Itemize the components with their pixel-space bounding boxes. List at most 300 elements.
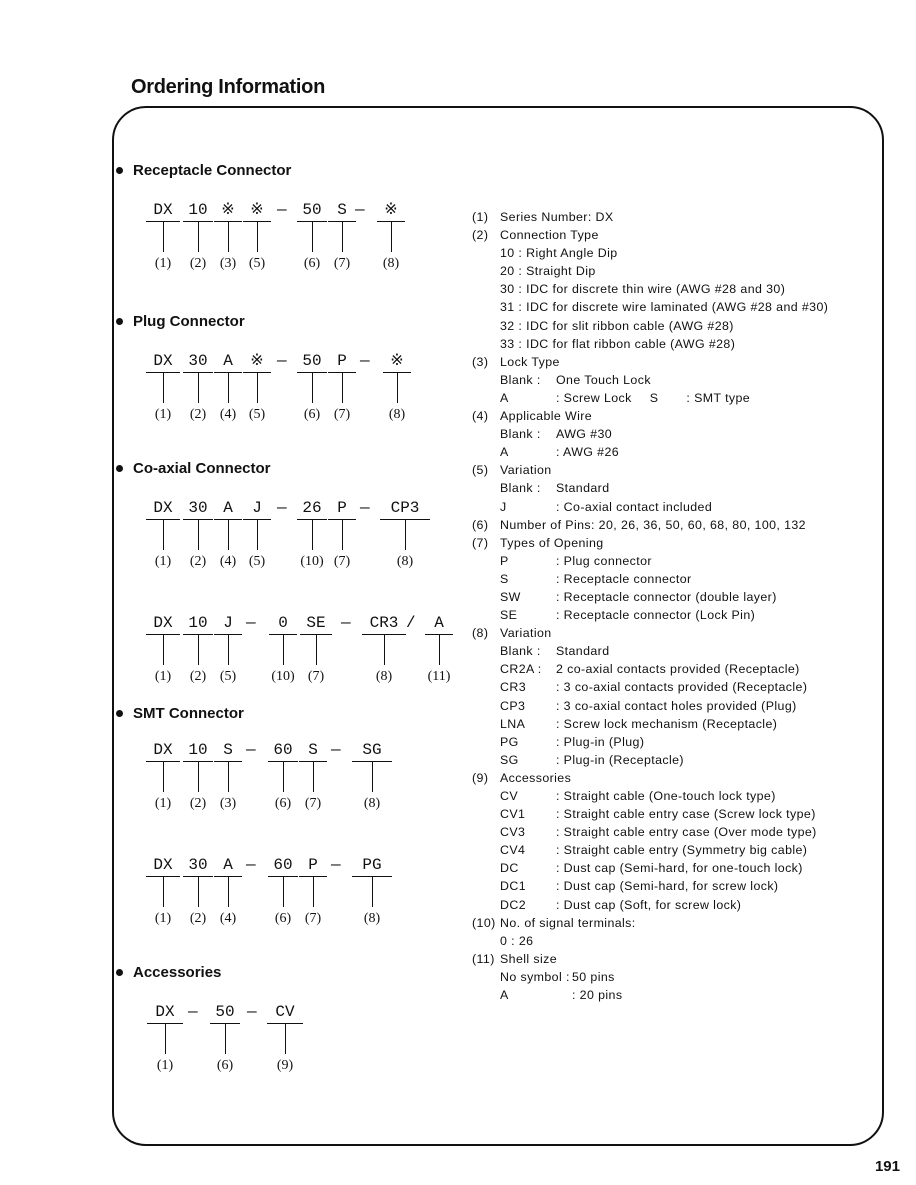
code-token: 60 — [273, 856, 293, 874]
code-token: DX — [153, 352, 173, 370]
legend-row — [472, 317, 828, 335]
code-leader-line — [225, 1024, 226, 1054]
code-field-number: (6) — [303, 407, 321, 422]
legend-row — [472, 534, 828, 552]
code-leader-line — [312, 520, 313, 550]
legend-row — [472, 932, 828, 950]
code-field-number: (9) — [276, 1058, 294, 1073]
code-separator: — — [360, 499, 370, 517]
code-field-number: (4) — [219, 911, 237, 926]
code-leader-line — [313, 877, 314, 907]
legend-description: 50 pins — [572, 969, 615, 984]
legend-row — [472, 769, 828, 787]
code-token: 30 — [188, 352, 208, 370]
code-field-number: (5) — [248, 407, 266, 422]
code-field-number: (7) — [304, 796, 322, 811]
code-leader-line — [228, 762, 229, 792]
code-field-number: (7) — [307, 669, 325, 684]
legend-row — [472, 678, 828, 696]
legend-code: CV3 — [500, 825, 526, 840]
legend-row — [472, 389, 828, 407]
code-leader-line — [163, 877, 164, 907]
code-separator: — — [331, 856, 341, 874]
code-leader-line — [342, 222, 343, 252]
code-field-number: (8) — [382, 256, 400, 271]
code-leader-line — [198, 520, 199, 550]
legend-row — [472, 697, 828, 715]
code-leader-line — [283, 877, 284, 907]
code-token: S — [308, 741, 318, 759]
legend-sub-item: 32 : IDC for slit ribbon cable (AWG #28) — [500, 318, 734, 333]
code-field-number: (2) — [189, 554, 207, 569]
legend-description: : Screw Lock — [556, 390, 632, 405]
code-leader-line — [372, 762, 373, 792]
code-leader-line — [372, 877, 373, 907]
legend-description: : Straight cable entry case (Screw lock type) — [556, 807, 816, 822]
legend-description: : Dust cap (Soft, for screw lock) — [556, 897, 742, 912]
code-token: 10 — [188, 741, 208, 759]
legend-item-number: (11) — [472, 951, 495, 966]
legend-item-title: Connection Type — [500, 228, 599, 243]
code-segment — [299, 855, 327, 935]
legend-item-title: Variation — [500, 463, 552, 478]
legend-code: CV1 — [500, 807, 526, 822]
code-field-number: (2) — [189, 911, 207, 926]
code-separator: — — [246, 614, 256, 632]
legend-item-number: (4) — [472, 409, 489, 424]
section-label: Plug Connector — [133, 313, 245, 330]
legend-row — [472, 588, 828, 606]
code-segment — [328, 498, 356, 578]
legend-item-number: (5) — [472, 463, 489, 478]
legend-item-number: (10) — [472, 915, 496, 930]
code-field-number: (6) — [303, 256, 321, 271]
legend-code: DC1 — [500, 879, 526, 894]
legend-row — [472, 552, 828, 570]
code-segment — [297, 498, 327, 578]
legend-code: LNA — [500, 716, 526, 731]
legend-description: Standard — [556, 481, 610, 496]
legend-code: J — [500, 499, 507, 514]
code-leader-line — [163, 222, 164, 252]
code-field-number: (7) — [333, 407, 351, 422]
code-field-number: (1) — [154, 554, 172, 569]
legend-code: CV4 — [500, 843, 526, 858]
code-token: DX — [153, 856, 173, 874]
code-segment — [383, 351, 411, 431]
legend-item-title: Shell size — [500, 951, 558, 966]
legend-code: A — [500, 988, 509, 1003]
code-leader-line — [198, 762, 199, 792]
code-segment — [243, 351, 271, 431]
legend-row — [472, 805, 828, 823]
code-leader-line — [198, 222, 199, 252]
legend-description: : Plug-in (Plug) — [556, 734, 645, 749]
code-leader-line — [257, 373, 258, 403]
code-leader-line — [283, 635, 284, 665]
legend-code: P — [500, 553, 509, 568]
code-field-number: (7) — [333, 554, 351, 569]
code-segment — [328, 351, 356, 431]
code-segment — [362, 613, 406, 693]
legend-row — [472, 606, 828, 624]
code-segment — [183, 740, 213, 820]
code-leader-line — [312, 222, 313, 252]
code-field-number: (3) — [219, 796, 237, 811]
legend-row — [472, 570, 828, 588]
legend-code: CP3 — [500, 698, 526, 713]
legend-sub-item: 33 : IDC for flat ribbon cable (AWG #28) — [500, 336, 736, 351]
code-token: SE — [306, 614, 326, 632]
legend-item-title: Types of Opening — [500, 535, 604, 550]
code-token: CP3 — [390, 499, 420, 517]
legend-row — [472, 896, 828, 914]
code-separator: — — [355, 201, 365, 219]
code-leader-line — [316, 635, 317, 665]
legend-row — [472, 498, 828, 516]
code-token: 26 — [302, 499, 322, 517]
code-field-number: (7) — [304, 911, 322, 926]
code-token: S — [337, 201, 347, 219]
code-field-number: (8) — [375, 669, 393, 684]
legend-item-title: No. of signal terminals: — [500, 915, 636, 930]
code-field-number: (2) — [189, 256, 207, 271]
code-segment — [214, 498, 242, 578]
legend-row — [472, 280, 828, 298]
code-field-number: (6) — [274, 796, 292, 811]
code-leader-line — [228, 373, 229, 403]
code-token: DX — [153, 614, 173, 632]
legend-code: DC2 — [500, 897, 526, 912]
code-field-number: (1) — [154, 407, 172, 422]
legend-description: AWG #30 — [556, 427, 613, 442]
code-segment — [146, 740, 180, 820]
code-token: 10 — [188, 614, 208, 632]
legend-row — [472, 479, 828, 497]
code-field-number: (11) — [427, 669, 451, 684]
code-separator: — — [360, 352, 370, 370]
legend-row — [472, 968, 828, 986]
code-segment — [146, 200, 180, 280]
section-smt-connector — [116, 705, 244, 722]
code-separator: — — [331, 741, 341, 759]
legend-code: Blank : — [500, 372, 541, 387]
legend-row — [472, 733, 828, 751]
code-leader-line — [391, 222, 392, 252]
code-separator: — — [277, 499, 287, 517]
code-leader-line — [228, 520, 229, 550]
code-segment — [146, 613, 180, 693]
code-segment — [146, 855, 180, 935]
legend-code: SW — [500, 589, 521, 604]
legend-description: : Dust cap (Semi-hard, for one-touch lock) — [556, 861, 803, 876]
section-label: Co-axial Connector — [133, 460, 271, 477]
ordering-code-legend — [472, 208, 828, 1004]
bullet-icon — [116, 969, 123, 976]
legend-description: : Co-axial contact included — [556, 499, 713, 514]
code-field-number: (4) — [219, 407, 237, 422]
code-segment — [214, 613, 242, 693]
code-field-number: (6) — [216, 1058, 234, 1073]
legend-row — [472, 226, 828, 244]
legend-description: : Straight cable entry (Symmetry big cable) — [556, 843, 808, 858]
code-token: DX — [153, 201, 173, 219]
code-segment — [214, 351, 242, 431]
code-token: J — [223, 614, 233, 632]
section-plug-connector — [116, 313, 245, 330]
bullet-icon — [116, 465, 123, 472]
code-token: 0 — [278, 614, 288, 632]
code-token: P — [337, 352, 347, 370]
code-token: ※ — [384, 201, 398, 219]
code-leader-line — [342, 373, 343, 403]
legend-description: One Touch Lock — [556, 372, 651, 387]
code-token: A — [434, 614, 444, 632]
section-label: Accessories — [133, 964, 222, 981]
code-segment — [183, 351, 213, 431]
code-segment — [425, 613, 453, 693]
legend-row — [472, 425, 828, 443]
legend-row — [472, 751, 828, 769]
code-leader-line — [405, 520, 406, 550]
legend-row — [472, 877, 828, 895]
code-token: 50 — [302, 352, 322, 370]
legend-row — [472, 244, 828, 262]
code-token: 30 — [188, 499, 208, 517]
legend-description: : Plug-in (Receptacle) — [556, 752, 684, 767]
code-leader-line — [165, 1024, 166, 1054]
legend-description: : Receptacle connector — [556, 571, 692, 586]
code-field-number: (8) — [396, 554, 414, 569]
code-segment — [146, 498, 180, 578]
legend-code: No symbol : — [500, 969, 570, 984]
code-token: J — [252, 499, 262, 517]
legend-description: 2 co-axial contacts provided (Receptacle) — [556, 662, 800, 677]
legend-description: : Straight cable entry case (Over mode type) — [556, 825, 817, 840]
legend-description: : SMT type — [686, 390, 751, 405]
legend-code: Blank : — [500, 644, 541, 659]
legend-code: A — [500, 445, 509, 460]
legend-item-title: Number of Pins: 20, 26, 36, 50, 60, 68, 80, 100, 132 — [500, 517, 806, 532]
code-separator: — — [341, 614, 351, 632]
code-leader-line — [285, 1024, 286, 1054]
code-segment — [328, 200, 356, 280]
code-token: CR3 — [369, 614, 399, 632]
code-segment — [352, 740, 392, 820]
code-field-number: (8) — [363, 911, 381, 926]
legend-item-title: Lock Type — [500, 354, 560, 369]
legend-item-title: Accessories — [500, 770, 572, 785]
code-segment — [297, 200, 327, 280]
section-label: SMT Connector — [133, 705, 244, 722]
code-segment — [268, 855, 298, 935]
code-segment — [183, 200, 213, 280]
code-field-number: (10) — [300, 554, 324, 569]
legend-row — [472, 715, 828, 733]
legend-description: : 20 pins — [572, 988, 623, 1003]
legend-sub-item: 31 : IDC for discrete wire laminated (AWG #28 and #30) — [500, 300, 829, 315]
code-leader-line — [228, 222, 229, 252]
code-field-number: (10) — [271, 669, 295, 684]
code-token: 60 — [273, 741, 293, 759]
code-segment — [300, 613, 332, 693]
bullet-icon — [116, 710, 123, 717]
code-segment — [268, 740, 298, 820]
legend-item-number: (2) — [472, 228, 489, 243]
legend-item-number: (3) — [472, 354, 489, 369]
code-token: DX — [155, 1003, 175, 1021]
code-leader-line — [163, 762, 164, 792]
legend-item-number: (8) — [472, 626, 489, 641]
legend-row — [472, 787, 828, 805]
code-field-number: (1) — [154, 911, 172, 926]
code-token: PG — [362, 856, 382, 874]
code-token: A — [223, 352, 233, 370]
code-token: ※ — [250, 201, 264, 219]
code-leader-line — [313, 762, 314, 792]
legend-row — [472, 516, 828, 534]
code-segment — [299, 740, 327, 820]
code-field-number: (3) — [219, 256, 237, 271]
legend-row — [472, 624, 828, 642]
code-token: P — [337, 499, 347, 517]
section-label: Receptacle Connector — [133, 162, 292, 179]
legend-row — [472, 823, 828, 841]
code-segment — [243, 498, 271, 578]
code-leader-line — [257, 520, 258, 550]
code-leader-line — [384, 635, 385, 665]
page-title: Ordering Information — [131, 76, 326, 98]
code-token: 10 — [188, 201, 208, 219]
code-token: P — [308, 856, 318, 874]
code-leader-line — [342, 520, 343, 550]
code-separator: — — [277, 352, 287, 370]
legend-code: CV — [500, 789, 519, 803]
bullet-icon — [116, 318, 123, 325]
code-segment — [377, 200, 405, 280]
legend-item-title: Variation — [500, 626, 552, 641]
code-separator: — — [246, 741, 256, 759]
code-token: S — [223, 741, 233, 759]
legend-code: SE — [500, 608, 518, 623]
code-separator: — — [246, 856, 256, 874]
code-leader-line — [163, 520, 164, 550]
legend-description: : 3 co-axial contact holes provided (Plug) — [556, 698, 797, 713]
code-separator: — — [188, 1003, 198, 1021]
code-leader-line — [198, 635, 199, 665]
code-field-number: (5) — [219, 669, 237, 684]
legend-row — [472, 262, 828, 280]
legend-description: Standard — [556, 644, 610, 659]
legend-code: Blank : — [500, 427, 541, 442]
code-token: A — [223, 856, 233, 874]
legend-item-number: (9) — [472, 770, 489, 785]
code-field-number: (1) — [156, 1058, 174, 1073]
code-leader-line — [257, 222, 258, 252]
legend-description: : Screw lock mechanism (Receptacle) — [556, 716, 778, 731]
legend-description: : Receptacle connector (double layer) — [556, 589, 777, 604]
code-field-number: (1) — [154, 256, 172, 271]
code-field-number: (1) — [154, 669, 172, 684]
code-field-number: (2) — [189, 669, 207, 684]
code-segment — [297, 351, 327, 431]
code-leader-line — [228, 635, 229, 665]
code-field-number: (4) — [219, 554, 237, 569]
code-token: ※ — [250, 352, 264, 370]
code-separator: — — [277, 201, 287, 219]
code-token: SG — [362, 741, 382, 759]
legend-item-number: (6) — [472, 517, 489, 532]
legend-item-title: Series Number: DX — [500, 210, 614, 224]
legend-description: : Dust cap (Semi-hard, for screw lock) — [556, 879, 779, 894]
code-segment — [146, 351, 180, 431]
legend-row — [472, 443, 828, 461]
code-token: ※ — [390, 352, 404, 370]
legend-row — [472, 208, 828, 226]
legend-code: S — [649, 390, 659, 405]
code-segment — [214, 200, 242, 280]
legend-row — [472, 335, 828, 353]
code-leader-line — [163, 635, 164, 665]
legend-item-number: (7) — [472, 535, 489, 550]
code-token: 50 — [215, 1003, 235, 1021]
code-leader-line — [397, 373, 398, 403]
code-segment — [269, 613, 297, 693]
code-token: ※ — [221, 201, 235, 219]
legend-row — [472, 642, 828, 660]
code-leader-line — [312, 373, 313, 403]
legend-description: : 3 co-axial contacts provided (Receptacle) — [556, 680, 808, 695]
legend-row — [472, 353, 828, 371]
section-accessories — [116, 964, 221, 981]
page-number: 191 — [874, 1158, 900, 1175]
code-field-number: (5) — [248, 256, 266, 271]
code-leader-line — [163, 373, 164, 403]
code-segment — [243, 200, 271, 280]
code-field-number: (8) — [388, 407, 406, 422]
code-leader-line — [198, 877, 199, 907]
legend-sub-item: 10 : Right Angle Dip — [500, 246, 618, 261]
legend-code: Blank : — [500, 481, 541, 496]
code-leader-line — [439, 635, 440, 665]
code-field-number: (1) — [154, 796, 172, 811]
code-segment — [147, 1002, 183, 1082]
legend-description: : Plug connector — [556, 553, 652, 568]
code-segment — [380, 498, 430, 578]
code-token: DX — [153, 741, 173, 759]
legend-row — [472, 461, 828, 479]
legend-row — [472, 371, 828, 389]
legend-row — [472, 407, 828, 425]
legend-row — [472, 914, 828, 932]
legend-code: SG — [500, 752, 519, 767]
code-field-number: (7) — [333, 256, 351, 271]
legend-sub-item: 20 : Straight Dip — [500, 264, 596, 279]
legend-row — [472, 986, 828, 1004]
legend-row — [472, 950, 828, 968]
code-leader-line — [198, 373, 199, 403]
bullet-icon — [116, 167, 123, 174]
code-token: 30 — [188, 856, 208, 874]
legend-code: CR3 — [500, 680, 526, 695]
legend-code: PG — [500, 734, 519, 749]
legend-code: DC — [500, 861, 519, 876]
code-separator: — — [247, 1003, 257, 1021]
code-leader-line — [228, 877, 229, 907]
code-token: 50 — [302, 201, 322, 219]
code-segment — [352, 855, 392, 935]
legend-description: : Receptacle connector (Lock Pin) — [556, 608, 756, 623]
